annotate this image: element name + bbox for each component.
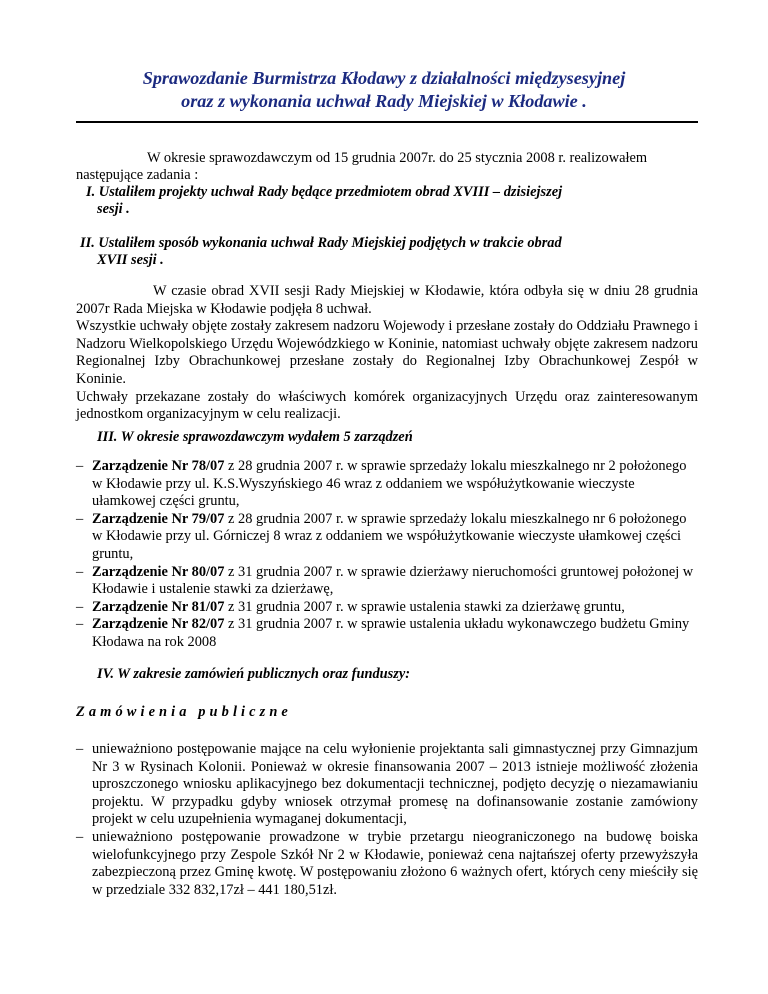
intro-line2: następujące zadania : [76, 167, 199, 183]
list-item: – unieważniono postępowanie prowadzone w trybie przetargu nieograniczonego na budowę boiska wielofunkcyjnego przy Zespole Szkół Nr 2 w Kłodawie, ponieważ cena najtańszej oferty przewyższyła zabezpieczoną przez Gminę kwotę. W postępowaniu złożono 6 ważnych ofert, których ceny mieściły się w przedziale 332 832,17zł – 441 180,51zł. [76, 828, 698, 898]
list-item: – Zarządzenie Nr 82/07 z 31 grudnia 2007 r. w sprawie ustalenia układu wykonawczego budżetu Gminy Kłodawa na rok 2008 [76, 616, 690, 650]
ordinances-list [76, 458, 698, 652]
intro-line1: W okresie sprawozdawczym od 15 grudnia 2007r. do 25 stycznia 2008 r. realizowałem [147, 150, 648, 166]
title-underline [76, 121, 698, 123]
sessions-paragraph [76, 283, 698, 424]
sessions-paragraph-p1: W czasie obrad XVII sesji Rady Miejskiej w Kłodawie, która odbyła się w dniu 28 grudnia 2007r Rada Miejska w Kłodawie podjęła 8 uchwał. [76, 283, 698, 317]
document-title-line1: Sprawozdanie Burmistrza Kłodawy z działalności międzysesyjnej [142, 68, 626, 88]
list-item: – unieważniono postępowanie mające na celu wyłonienie projektanta sali gimnastycznej przy Gimnazjum Nr 3 w Rysinach Kolonii. Ponieważ w okresie finansowania 2007 – 2013 istnieje możliwość złożenia uproszczonego wniosku aplikacyjnego bez dokumentacji technicznej, podjęto decyzję o niezamawianiu projektu. W przypadku gdyby wniosek otrzymał promesę na dofinansowanie zostanie zamówiony projekt w celu uzupełnienia wymaganej dokumentacji, [76, 741, 698, 828]
section4-heading: IV. W zakresie zamówień publicznych oraz funduszy: [97, 666, 411, 682]
sessions-paragraph-p2: Wszystkie uchwały objęte zostały zakresem nadzoru Wojewody i przesłane zostały do Oddziału Prawnego i Nadzoru Wielkopolskiego Urzędu Wojewódzkiego w Koninie, natomiast uchwały objęte zakresem nadzoru Regionalnej Izby Obrachunkowej przesłane zostały do Regionalnej Izby Obrachunkowej Zespół w Koninie. [76, 318, 698, 387]
section1-heading-line2: sesji . [97, 201, 130, 217]
section3-heading: III. W okresie sprawozdawczym wydałem 5 zarządzeń [97, 429, 413, 445]
list-item: – Zarządzenie Nr 81/07 z 31 grudnia 2007 r. w sprawie ustalenia stawki za dzierżawę gruntu, [76, 598, 625, 615]
list-item: – Zarządzenie Nr 78/07 z 28 grudnia 2007 r. w sprawie sprzedaży lokalu mieszkalnego nr 2 położonego w Kłodawie przy ul. K.S.Wyszyńskiego 46 wraz z oddaniem we współużytkowanie wieczyste ułamkowej części gruntu, [76, 458, 687, 510]
document-title-line2: oraz z wykonania uchwał Rady Miejskiej w Kłodawie . [181, 91, 587, 111]
section1-heading-line1: I. Ustaliłem projekty uchwał Rady będące przedmiotem obrad XVIII – dzisiejszej [86, 184, 563, 200]
sessions-paragraph-p3: Uchwały przekazane zostały do właściwych komórek organizacyjnych Urzędu oraz zainteresowanym jednostkom organizacyjnym w celu realizacji. [76, 388, 698, 423]
list-item: – Zarządzenie Nr 80/07 z 31 grudnia 2007 r. w sprawie dzierżawy nieruchomości gruntowej położonej w Kłodawie i ustalenie stawki za dzierżawę, [76, 563, 694, 598]
list-item: – Zarządzenie Nr 79/07 z 28 grudnia 2007 r. w sprawie sprzedaży lokalu mieszkalnego nr 6 położonego w Kłodawie przy ul. Górniczej 8 wraz z oddaniem we współużytkowanie wieczyste ułamkowej części gruntu, [76, 510, 687, 562]
section2-heading-line1: II. Ustaliłem sposób wykonania uchwał Rady Miejskiej podjętych w trakcie obrad [80, 235, 562, 251]
public-procurement-subheading: Zamówienia publiczne [76, 704, 292, 720]
section2-heading-line2: XVII sesji . [97, 252, 164, 268]
procurement-list [76, 741, 698, 899]
